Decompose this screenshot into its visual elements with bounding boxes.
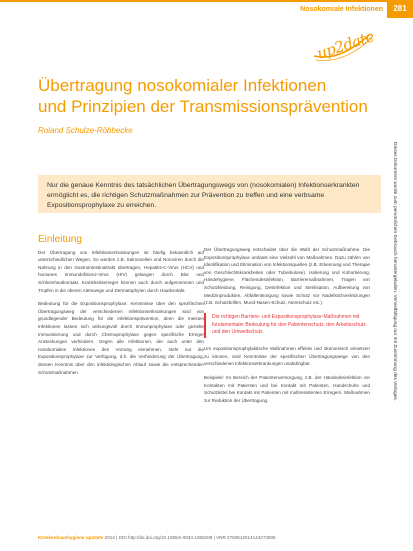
title-line-1: Übertragung nosokomialer Infektionen <box>38 76 327 95</box>
page-footer <box>38 535 276 540</box>
column-right <box>204 246 370 410</box>
title-line-2: und Prinzipien der Transmissionsprävention <box>38 97 368 116</box>
paragraph: Der Übertragung von Infektionserkrankungen ist häufig bekanntlich auf unterschiedlichen Wegen. So werden z.B. Salmonellen und Noroviren durch die Nahrung in den Gastrointestinaltrakt übertragen, Hepatitis-C-Virus (HCV) und humanes Immundefizienz-Virus (HIV) gelangen durch Blut und Schleimhautkontakt. Krankheitserreger können auch durch aufgenommen und Tropfen in die oberen Atemwege und Dermatophyten durch Hautkontakt. <box>38 249 204 293</box>
section-label: Nosokomiale Infektionen <box>300 6 383 13</box>
paragraph: Der Übertragungsweg entscheidet über die Wahl der Schutzmaßnahme. Die Expositionsprophylaxe umfasst eine Vielzahl von Maßnahmen. Dazu zählen von Identifikation und Elimination von Infektionsquellen (z.B. Erkennung und Therapie von Geschlechtskrankheiten oder Tuberkulose). Isolierung und Kohortierung, Händehygiene, Flächendesinfektion, Barrieremaßnahmen, Tragen von Schutzkleidung, Reinigung, Desinfektion und Sterilisation, Aufbereitung von Medizinprodukten, Abfallentsorgung sowie Schutz vor Nadelstichverletzungen (z.B. Schutzbrillen, Mund-Nasen-Schutz, Atemschutz etc.). <box>204 247 370 306</box>
footer-brand: Krankenhaushygiene up2date <box>38 535 104 540</box>
page-header <box>0 0 413 22</box>
up2date-logo <box>310 26 377 66</box>
section-heading: Einleitung <box>38 234 82 245</box>
abstract-box: Nur die genaue Kenntnis des tatsächlichen Übertragungswegs von (nosokomialen) Infektionserkrankten ermöglicht es, die richtigen Schutzmaßnahmen zur Prävention zu treffen und eine verbsame Expositionsprophylaxe zu erreichen. <box>38 175 381 213</box>
page-number: 281 <box>387 0 413 18</box>
author: Roland Schulze-Röbbecke <box>38 126 133 135</box>
header-rule <box>0 0 413 2</box>
article-title <box>38 75 378 117</box>
paragraph: Beispiele: Im Bereich der Patientenversorgung, z.B. der Händedesinfektion vor Kontakten mit Patienten und bei Kontakt mit Patienten. Handschuhe und Schutzkittel bei Kontakt mit Patienten mit multiresistenten Erregern. Maßnahmen zur Reduktion der Übertragung. <box>204 374 370 403</box>
side-copyright-note: Dieses Dokument wurde zum persönlichen Gebrauch heruntergeladen. Vervielfältigung nur mit Zustimmung des Verlages. <box>392 142 397 402</box>
column-left <box>38 236 204 382</box>
paragraph: Um expositionsprophylaktische Maßnahmen effektiv und ökonomisch einsetzen zu können, sind Kenntnisse der spezifischen Übertragungswege von den verschiedenen Infektionserkrankungen unabdingbar. <box>204 346 370 367</box>
logo-text: up2date <box>314 27 377 63</box>
paragraph: Bedeutung für die Expositionsprophylaxe: Kenntnisse über den spezifischen Übertragungsweg der verschiedenen Infektionserkrankungen sind von grundlegender Bedeutung für die Infektionsprävention, denn die meisten Infektionen lassen sich wirkungsvoll durch Immunprophylaxe oder gezielte Immunisierung und durch Chemoprophylaxe gegen spezifische Erreger Ansteckungen verhindern. Gegen alle Infektionen, der auch unter den nosokomialen Infektionen den Vorrang einnehmen, steht nur die Expositionsprophylaxe zur Verfügung, d.h. die Verhinderung der Übertragung, dessen Kenntnis über den infektiologischen Ablauf sowie die entsprechenden Schutzmaßnahmen. <box>38 301 204 375</box>
callout-box: Die richtigen Barriere- und Expositionsprophylaxe-Maßnahmen mit fundamentaler Bedeutung für den Patientenschutz, den Arbeitsschutz und den Umweltschutz. <box>204 313 370 338</box>
footer-citation: 2014 | DOI http://dx.doi.org/10.1055/s-0034-1365209 | VNR 2760512014144273005 <box>104 535 276 540</box>
